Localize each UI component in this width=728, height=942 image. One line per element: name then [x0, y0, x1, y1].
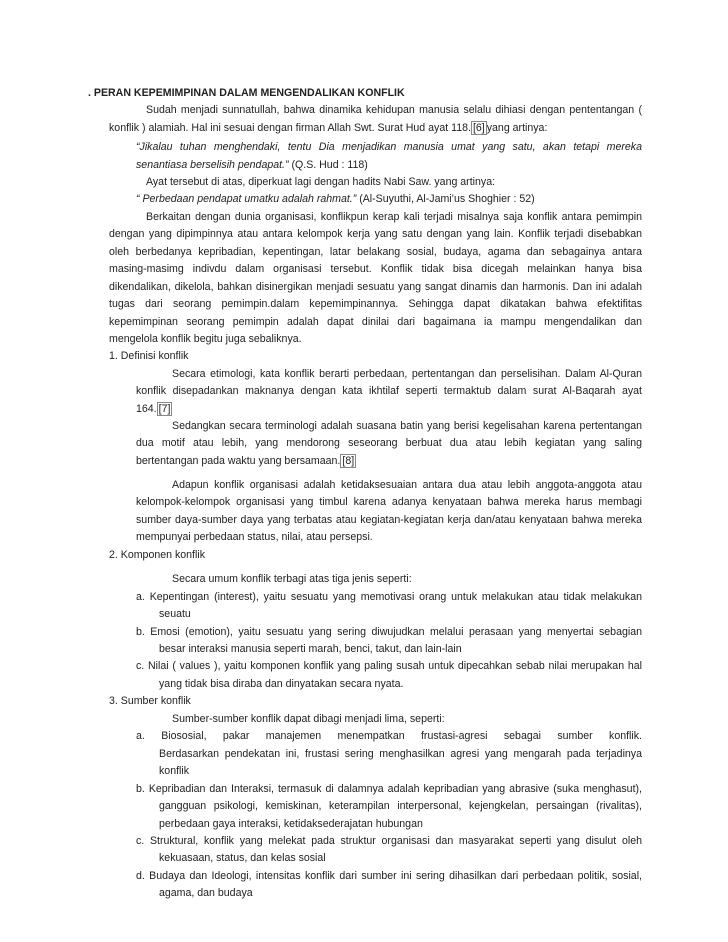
paragraph-line: mempunyai perbedaan status, nilai, atau persepsi.: [136, 531, 373, 543]
footnote-link-6[interactable]: [6]: [472, 122, 485, 134]
list-item-continuation: seuatu: [159, 608, 191, 620]
paragraph-line: [136, 403, 172, 416]
paragraph-line: Sumber-sumber konflik dapat dibagi menjadi lima, seperti:: [172, 713, 445, 725]
list-item-continuation: gangguan psikologi, kemiskinan, keterampilan interpersonal, kejengkelan, persaingan (rivalitas),: [159, 800, 642, 812]
paragraph-line: Sudah menjadi sunnatullah, bahwa dinamika kehidupan manusia selalu dihiasi dengan pententangan (: [146, 104, 642, 116]
paragraph-line: dengan yang dipimpinnya atau antara kelompok kerja yang satu dengan yang lain. Konflik terjadi disebabkan: [109, 228, 642, 240]
paragraph-line: dikendalikan, dikelola, bahkan disinergikan menjadi sesuatu yang sangat dinamis dan harmonis. Dan ini adalah: [109, 281, 642, 293]
text: konflik ) alamiah. Hal ini sesuai dengan firman Allah Swt. Surat Hud ayat 118.: [109, 122, 471, 134]
list-item-continuation: konflik: [159, 765, 190, 777]
quote-source: (Al-Suyuthi, Al-Jami’us Shoghier : 52): [356, 193, 535, 205]
quote-line: [136, 159, 368, 172]
paragraph-line: Secara umum konflik terbagi atas tiga jenis seperti:: [172, 573, 412, 585]
list-item: c. Struktural, konflik yang melekat pada struktur organisasi dan masyarakat seperti yang disulut oleh: [136, 835, 642, 847]
paragraph-line: [136, 455, 356, 468]
list-item: b. Kepribadian dan Interaksi, termasuk di dalamnya adalah kepribadian yang abrasive (suka menghasut),: [136, 783, 642, 795]
list-item-continuation: perbedaan gaya interaksi, ketidaksederajatan hubungan: [159, 818, 423, 830]
quote-text: “ Perbedaan pendapat umatku adalah rahmat.”: [136, 193, 357, 205]
list-item-continuation: yang tidak bisa diraba dan dinyatakan secara nyata.: [159, 678, 404, 690]
paragraph-line: masing-masimg indivdu dalam organisasi tersebut. Konflik tidak bisa dicegah melainkan hanya bisa: [109, 263, 642, 275]
quote-source: (Q.S. Hud : 118): [288, 159, 368, 171]
text: yang artinya:: [486, 122, 548, 134]
paragraph-line: kelompok-kelompok organisasi yang timbul karena adanya kenyataan bahwa mereka harus membagi: [136, 496, 642, 508]
list-item-continuation: besar interaksi manusia seperti marah, benci, takut, dan lain-lain: [159, 643, 462, 655]
quote-line: [136, 193, 535, 206]
list-item: a. Kepentingan (interest), yaitu sesuatu yang memotivasi orang untuk melakukan atau tidak melakukan: [136, 591, 642, 603]
paragraph-line: dua motif atau lebih, yang mendorong seseorang berbuat dua atau lebih kegiatan yang saling: [136, 437, 642, 449]
paragraph-line: kepemimpinan seorang pemimpin adalah dapat dinilai dari bagaimana ia mampu mengendalikan dan: [109, 316, 642, 328]
quote-line: “Jikalau tuhan menghendaki, tentu Dia menjadikan manusia umat yang satu, akan tetapi mereka: [136, 141, 642, 153]
paragraph-line: konflik disepadankan maknanya dengan kata ikhtilaf seperti termaktub dalam surat Al-Baqarah ayat: [136, 385, 642, 397]
footnote-link-7[interactable]: [7]: [158, 403, 171, 415]
footnote-link-8[interactable]: [8]: [342, 455, 355, 467]
paragraph-line: Adapun konflik organisasi adalah ketidaksesuaian antara dua atau lebih anggota-anggota atau: [172, 479, 642, 491]
text: bertentangan pada waktu yang bersamaan.: [136, 455, 341, 467]
list-item-title: 2. Komponen konflik: [109, 549, 205, 561]
paragraph-line: Berkaitan dengan dunia organisasi, konflikpun kerap kali terjadi misalnya saja konflik antara pemimpin: [146, 211, 642, 223]
paragraph-line: Secara etimologi, kata konflik berarti perbedaan, pertentangan dan perselisihan. Dalam Al-Quran: [172, 368, 642, 380]
list-item: d. Budaya dan Ideologi, intensitas konflik dari sumber ini sering dihasilkan dari perbedaan politik, sosial,: [136, 870, 642, 882]
list-item-title: 3. Sumber konflik: [109, 695, 191, 707]
section-heading: . PERAN KEPEMIMPINAN DALAM MENGENDALIKAN KONFLIK: [88, 87, 405, 99]
text: 164.: [136, 403, 157, 415]
paragraph-line: [109, 122, 547, 135]
paragraph-line: Sedangkan secara terminologi adalah suasana batin yang berisi kegelisahan karena pertentangan: [172, 420, 642, 432]
list-item-continuation: kekuasaan, status, dan kelas sosial: [159, 852, 326, 864]
list-item-continuation: Berdasarkan pendekatan ini, frustasi sering menghasilkan agresi yang mengarah pada terjadinya: [159, 748, 642, 760]
paragraph-line: mengelola konflik begitu juga sebaliknya.: [109, 333, 302, 345]
paragraph-line: oleh berbedanya kepribadian, kepentingan, latar belakang sosial, budaya, agama dan sebagainya antara: [109, 246, 642, 258]
list-item: b. Emosi (emotion), yaitu sesuatu yang sering diwujudkan melalui perasaan yang menyertai sebagian: [136, 626, 642, 638]
list-item: c. Nilai ( values ), yaitu komponen konflik yang paling susah untuk dipecahkan sebab nilai merupakan hal: [136, 660, 642, 672]
list-item-continuation: agama, dan budaya: [159, 887, 253, 899]
paragraph-line: tugas dari seorang pemimpin.dalam kepemimpinannya. Sehingga dapat dikatakan bahwa efektifitas: [109, 298, 642, 310]
quote-text: senantiasa berselisih pendapat.”: [136, 159, 289, 171]
list-item: a. Biososial, pakar manajemen menempatkan frustasi-agresi sebagai sumber konflik.: [136, 730, 642, 742]
paragraph-line: sumber daya-sumber daya yang terbatas atau kegiatan-kegiatan kerja dan/atau kenyataan bahwa mereka: [136, 514, 642, 526]
paragraph-line: Ayat tersebut di atas, diperkuat lagi dengan hadits Nabi Saw. yang artinya:: [146, 176, 496, 188]
list-item-title: 1. Definisi konflik: [109, 350, 189, 362]
